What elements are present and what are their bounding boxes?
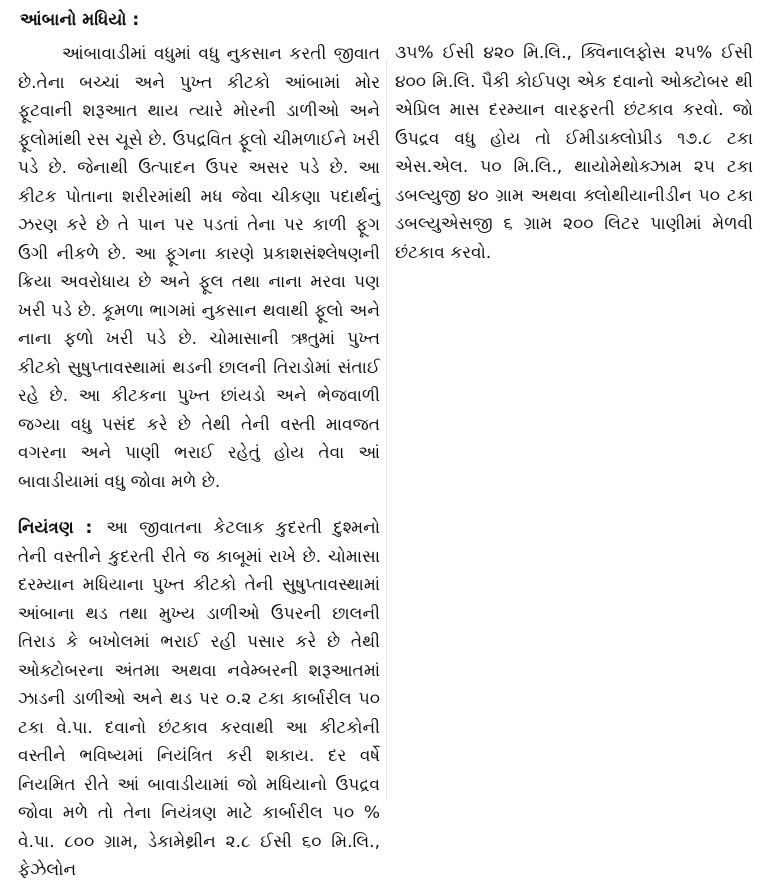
- description-paragraph: આંબાવાડીમાં વધુમાં વધુ નુકસાન કરતી જીવાત છે.તેના બચ્ચાં અને પુખ્ત કીટકો આંબામાં મોર ફૂટવાની શરૂઆત થાય ત્યારે મોરની ડાળીઓ અને ફૂલોમાંથી રસ ચૂસે છે. ઉપદ્રવિત ફૂલો ચીમળાઈને ખરી પડે છે. જેનાથી ઉત્પાદન ઉપર અસર પડે છે. આ કીટક પોતાના શરીરમાંથી મધ જેવા ચીકણા પદાર્થનું ઝરણ કરે છે તે પાન પર પડતાં તેના પર કાળી ફૂગ ઉગી નીકળે છે. આ ફૂગના કારણે પ્રકાશસંશ્લેષણની ક્રિયા અવરોધાય છે અને ફૂલ તથા નાના મરવા પણ ખરી પડે છે. કૂમળા ભાગમાં નુકસાન થવાથી ફૂલો અને નાના ફળો ખરી પડે છે. ચોમાસાની ઋતુમાં પુખ્ત કીટકો સુષુપ્તાવસ્થામાં થડની છાલની તિરાડોમાં સંતાઈ રહે છે. આ કીટકના પુખ્ત છાંયડો અને ભેજવાળી જગ્યા વધુ પસંદ કરે છે તેથી તેની વસ્તી માવજત વગરના અને પાણી ભરાઈ રહેતું હોય તેવા આં બાવાડીયામાં વધુ જોવા મળે છે.: [18, 44, 380, 492]
- right-column-paragraph: ૩૫% ઈસી ૪૨૦ મિ.લિ., ક્વિનાલફોસ ૨૫% ઈસી ૪૦૦ મિ.લિ. પૈકી કોઈપણ એક દવાનો ઓક્ટોબર થી એપ્રિલ માસ દરમ્યાન વારફરતી છંટકાવ કરવો. જો ઉપદ્રવ વધુ હોય તો ઈમીડાક્લોપ્રીડ ૧૭.૮ ટકા એસ.એલ. ૫૦ મિ.લિ., થાયોમેથોક્ઝામ ૨૫ ટકા ડબલ્યુજી ૪૦ ગ્રામ અથવા ક્લોથીયાનીડીન ૫૦ ટકા ડબલ્યુએસજી ૬ ગ્રામ ૨૦૦ લિટર પાણીમાં મેળવી છંટકાવ કરવો.: [395, 43, 753, 263]
- left-column: [18, 0, 380, 885]
- paragraph-gap: [18, 496, 380, 514]
- control-text: આ જીવાતના કેટલાક કુદરતી દુશ્મનો તેની વસ્તીને કુદરતી રીતે જ કાબૂમાં રાખે છે. ચોમાસા દરમ્યાન મધિયાના પુખ્ત કીટકો તેની સુષુપ્તાવસ્થામાં આંબાના થડ તથા મુખ્ય ડાળીઓ ઉપરની છાલની તિરાડ કે બખોલમાં ભરાઈ રહી પસાર કરે છે તેથી ઓક્ટોબરના અંતમા અથવા નવેમ્બરની શરૂઆતમાં ઝાડની ડાળીઓ અને થડ પર ૦.૨ ટકા કાર્બારીલ ૫૦ ટકા વે.પા. દવાનો છંટકાવ કરવાથી આ કીટકોની વસ્તીને ભવિષ્યમાં નિયંત્રિત કરી શકાય. દર વર્ષે નિયમિત રીતે આં બાવાડીયામાં જો મધિયાનો ઉપદ્રવ જોવા મળે તો તેના નિયંત્રણ માટે કાર્બારીલ ૫૦ % વે.પા. ૮૦૦ ગ્રામ, ડેકામેથ્રીન ૨.૮ ઈસી ૬૦ મિ.લિ., ફેઝેલોન: [18, 518, 380, 880]
- control-section-title: નિયંત્રણ :: [18, 518, 93, 538]
- article-heading: આંબાનો મધિયો :: [20, 10, 140, 30]
- right-column: [395, 39, 753, 267]
- column-divider: [386, 60, 387, 800]
- control-paragraph: [18, 514, 380, 885]
